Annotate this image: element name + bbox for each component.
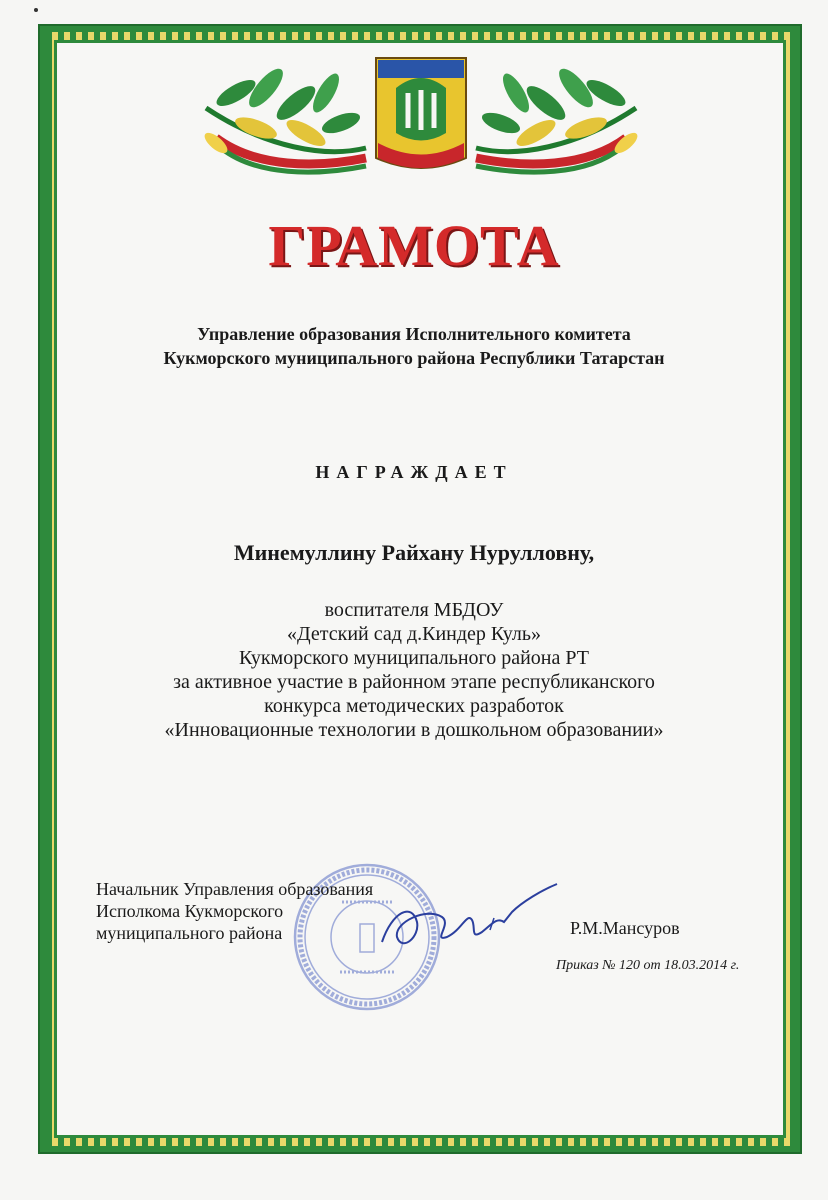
signer-position-line-3: муниципального района	[96, 923, 283, 943]
issuer-line-2: Кукморского муниципального района Республики Татарстан	[163, 348, 665, 368]
body-line-2: «Детский сад д.Киндер Куль»	[287, 623, 541, 645]
body-line-1: воспитателя МБДОУ	[324, 599, 504, 621]
left-laurel-icon	[201, 64, 366, 172]
body-line-6: «Инновационные технологии в дошкольном образовании»	[164, 719, 664, 741]
certificate-title: ГРАМОТА	[268, 213, 560, 278]
signer-position-line-1: Начальник Управления образования	[96, 879, 374, 899]
signer-name: Р.М.Мансуров	[570, 918, 680, 938]
handwritten-signature-icon	[372, 882, 562, 962]
issuer-block	[0, 322, 828, 370]
body-line-3: Кукморского муниципального района РТ	[239, 647, 589, 669]
body-line-4: за активное участие в районном этапе республиканского	[173, 671, 655, 693]
shield-icon	[376, 58, 466, 168]
issuer-line-1: Управление образования Исполнительного комитета	[197, 324, 631, 344]
signer-position-line-2: Исполкома Кукморского	[96, 901, 284, 921]
awards-heading: НАГРАЖДАЕТ	[315, 462, 513, 482]
order-reference: Приказ № 120 от 18.03.2014 г.	[556, 958, 740, 973]
signer-position	[96, 878, 373, 944]
scan-dot	[34, 8, 38, 12]
coat-of-arms-icon	[196, 48, 646, 188]
body-line-5: конкурса методических разработок	[264, 695, 564, 717]
recipient-name: Минемуллину Райхану Нурулловну,	[233, 540, 595, 565]
right-laurel-icon	[476, 64, 641, 172]
award-description	[0, 598, 828, 742]
